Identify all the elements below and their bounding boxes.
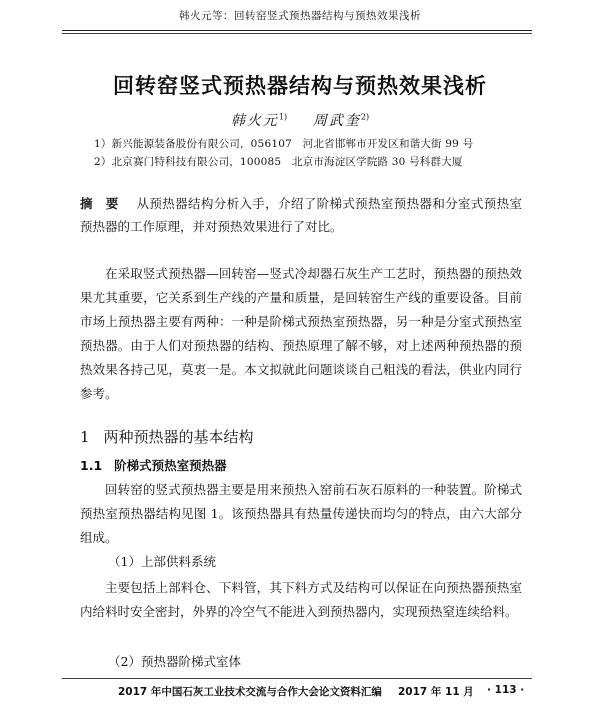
running-head: 韩火元等：回转窑竖式预热器结构与预热效果浅析 [179, 10, 421, 22]
body-paragraph: 回转窑的竖式预热器主要是用来预热入窑前石灰石原料的一种装置。阶梯式预热室预热器结构见图 1。该预热器具有热量传递快而均匀的特点，由六大部分组成。 [80, 482, 522, 545]
subsection-title: 阶梯式预热室预热器 [114, 458, 227, 473]
list-item: （1）上部供料系统 [108, 554, 216, 569]
author-affil-mark: 1) [278, 112, 288, 122]
page-number: · 113 · [487, 684, 525, 696]
author-affil-mark: 2) [360, 112, 370, 122]
intro-paragraph: 在采取竖式预热器—回转窑—竖式冷却器石灰生产工艺时，预热器的预热效果尤其重要，它关系到生产线的产量和质量，是回转窑生产线的重要设备。目前市场上预热器主要有两种：一种是阶梯式预热室预热器，另一种是分室式预热室预热器。由于人们对预热器的结构、预热原理了解不够，对上述两种预热器的预热效果各持己见，莫衷一是。本文拟就此问题谈谈自己粗浅的看法，供业内同行参考。 [80, 266, 522, 401]
footer-date: 2017 年 11 月 [398, 686, 474, 698]
abstract [80, 192, 522, 238]
affiliation-2: 2）北京赛门特科技有限公司，100085 北京市海淀区学院路 30 号科群大厦 [94, 156, 463, 168]
paper-title: 回转窑竖式预热器结构与预热效果浅析 [113, 74, 487, 98]
author-line [0, 110, 600, 130]
header-rule [62, 30, 532, 31]
section-heading [80, 426, 254, 447]
abstract-label: 摘 要 [80, 196, 119, 211]
author-name: 周武奎 [312, 113, 361, 129]
footer-rule [62, 678, 532, 679]
subsection-heading [80, 456, 227, 474]
affiliation-1: 1）新兴能源装备股份有限公司，056107 河北省邯郸市开发区和谐大街 99 号 [94, 138, 474, 150]
section-title: 两种预热器的基本结构 [103, 428, 254, 446]
author-name: 韩火元 [230, 113, 279, 129]
section-number: 1 [80, 428, 90, 446]
footer-proceedings: 2017 年中国石灰工业技术交流与合作大会论文资料汇编 [118, 686, 382, 698]
body-paragraph: 主要包括上部料仓、下料管，其下料方式及结构可以保证在向预热器预热室内给料时安全密封，外界的冷空气不能进入到预热器内，实现预热窒连续给料。 [80, 580, 522, 619]
subsection-number: 1.1 [80, 458, 103, 473]
abstract-text: 从预热器结构分析入手，介绍了阶梯式预热室预热器和分室式预热室预热器的工作原理，并对预热效果进行了对比。 [80, 196, 522, 234]
list-item: （2）预热器阶梯式室体 [108, 654, 241, 669]
header-rule-thin [62, 33, 532, 34]
